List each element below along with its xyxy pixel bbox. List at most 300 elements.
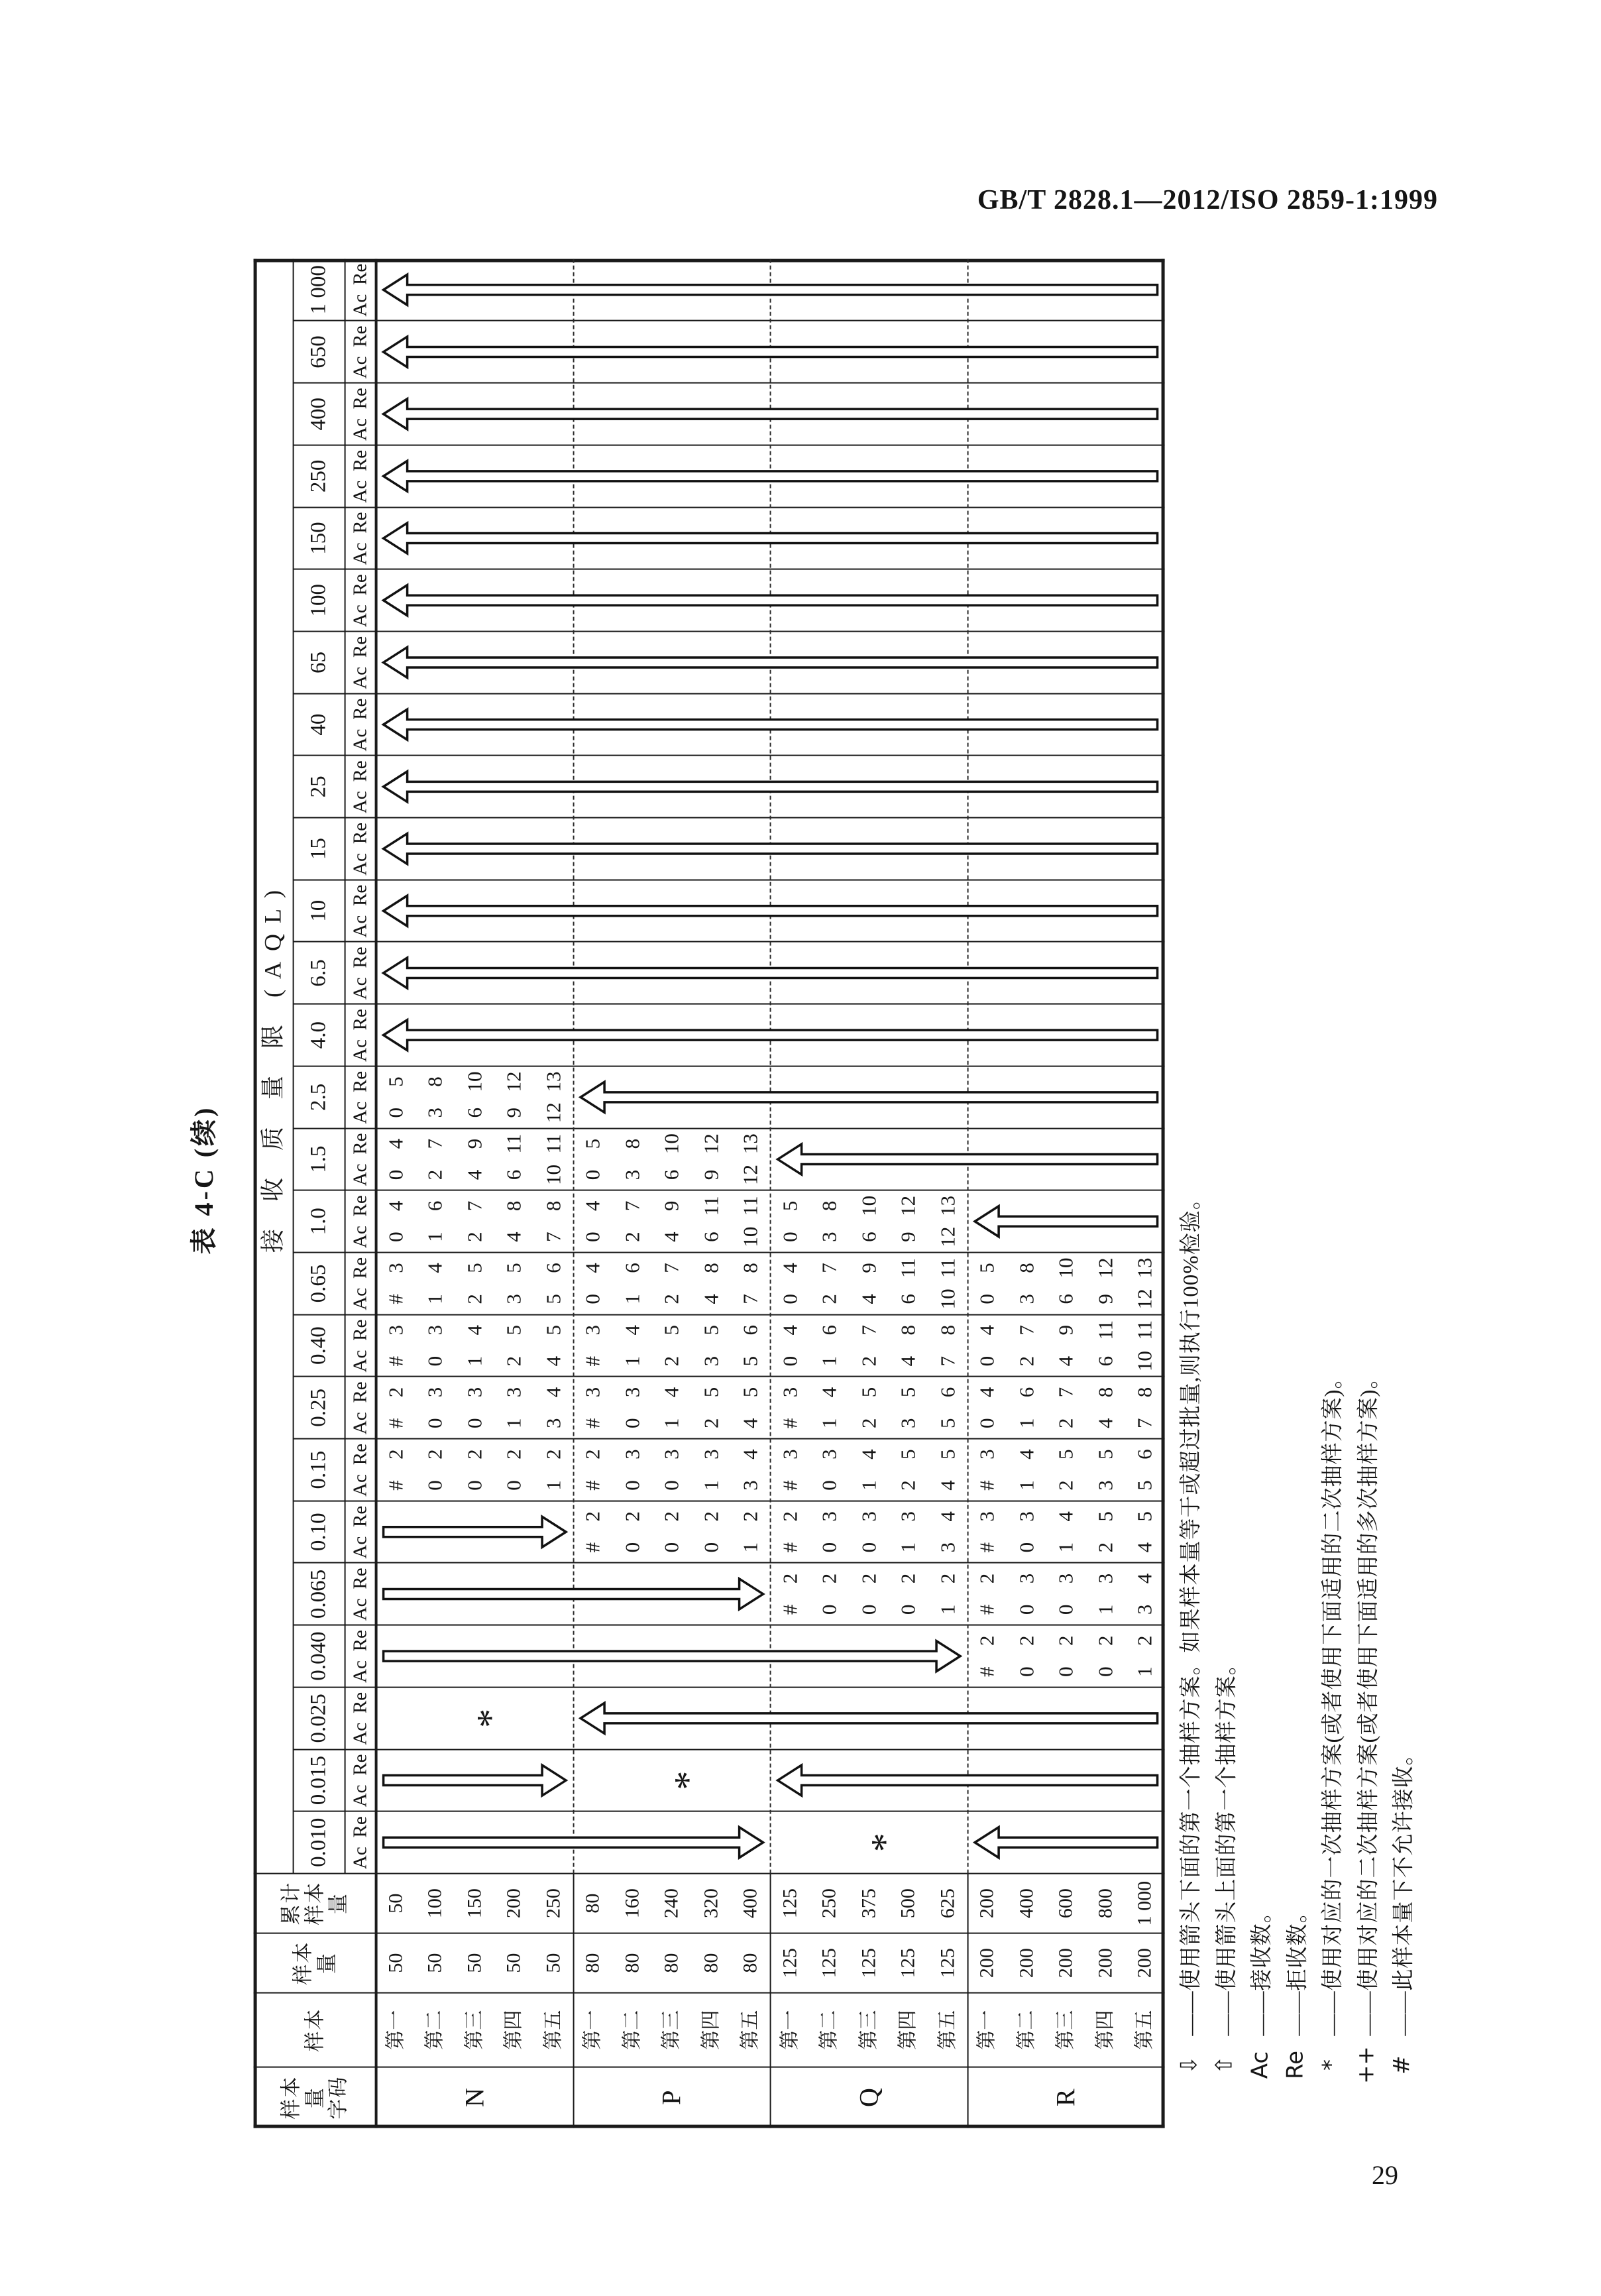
re-value: 11 <box>699 1196 723 1216</box>
use-plan-above-arrow <box>384 958 1158 988</box>
re-value: 3 <box>384 1263 408 1273</box>
re-value: 7 <box>1054 1387 1078 1398</box>
re-label: Re <box>349 698 371 720</box>
re-value: 3 <box>581 1387 605 1398</box>
page-number: 29 <box>1372 2160 1398 2190</box>
ac-value: 3 <box>620 1169 644 1180</box>
re-value: 4 <box>975 1324 999 1336</box>
use-plan-above-arrow <box>384 647 1158 677</box>
use-plan-below-arrow <box>384 1579 763 1609</box>
ac-value: 0 <box>384 1232 408 1242</box>
ac-value: 5 <box>1133 1480 1157 1491</box>
ac-label: Ac <box>349 418 371 441</box>
re-value: 5 <box>1093 1511 1117 1522</box>
re-label: Re <box>349 388 371 410</box>
ac-value: 7 <box>739 1294 763 1304</box>
re-value: 13 <box>739 1133 763 1155</box>
re-label: Re <box>349 884 371 906</box>
re-value: 8 <box>620 1138 644 1149</box>
ac-value: 6 <box>463 1108 486 1118</box>
re-value: 2 <box>384 1387 408 1398</box>
re-value: 2 <box>936 1573 960 1584</box>
re-value: 3 <box>1015 1511 1038 1522</box>
ac-value: # <box>778 1418 802 1429</box>
re-value: 3 <box>897 1511 920 1522</box>
ac-value: 1 <box>1015 1418 1038 1429</box>
ac-value: 0 <box>818 1542 842 1553</box>
re-value: 9 <box>463 1138 486 1149</box>
re-value: 8 <box>423 1076 447 1087</box>
header-line: 样本 <box>279 2075 303 2120</box>
ac-value: 0 <box>975 1418 999 1429</box>
ac-label: Ac <box>349 1349 371 1373</box>
re-value: 3 <box>975 1511 999 1522</box>
aql-value: 2.5 <box>306 1083 331 1111</box>
ac-label: Ac <box>349 480 371 503</box>
sample-label: 第一 <box>975 2010 998 2050</box>
ac-value: 1 <box>541 1480 565 1491</box>
re-label: Re <box>349 1754 371 1776</box>
re-value: 3 <box>975 1449 999 1460</box>
ac-value: 1 <box>423 1294 447 1304</box>
ac-value: 1 <box>1133 1666 1157 1677</box>
use-plan-below-arrow <box>384 1517 567 1547</box>
ac-value: 4 <box>739 1418 763 1429</box>
ac-label: Ac <box>349 1722 371 1745</box>
ac-value: # <box>778 1604 802 1615</box>
re-value: 11 <box>936 1258 960 1278</box>
ac-value: # <box>778 1542 802 1553</box>
ac-value: 1 <box>463 1355 486 1367</box>
use-plan-above-arrow <box>580 1082 1158 1112</box>
ac-value: 0 <box>1015 1542 1038 1553</box>
ac-value: 9 <box>502 1108 526 1118</box>
ac-value: 3 <box>541 1418 565 1429</box>
sample-label: 第三 <box>1054 2010 1077 2050</box>
sample-size: 80 <box>700 1953 722 1973</box>
sample-size: 200 <box>1133 1948 1156 1979</box>
ac-value: 2 <box>1054 1418 1078 1429</box>
re-value: 6 <box>818 1324 842 1336</box>
re-value: 5 <box>502 1263 526 1273</box>
aql-value: 6.5 <box>306 959 331 987</box>
aql-value: 25 <box>306 775 331 798</box>
header-line: 字码 <box>326 2075 350 2120</box>
ac-value: # <box>975 1604 999 1615</box>
header-line: 样本 <box>303 1881 327 1925</box>
ac-value: 0 <box>1015 1604 1038 1615</box>
sample-size: 80 <box>621 1953 643 1973</box>
ac-value: 0 <box>620 1480 644 1491</box>
ac-value: 7 <box>541 1232 565 1242</box>
cumulative-size: 800 <box>1094 1888 1117 1919</box>
asterisk-mark: * <box>469 1708 512 1728</box>
sample-size: 125 <box>857 1948 880 1979</box>
re-value: 4 <box>581 1263 605 1273</box>
sample-label: 第四 <box>700 2010 722 2050</box>
sample-size: 200 <box>1054 1948 1077 1979</box>
ac-value: 0 <box>463 1480 486 1491</box>
ac-value: # <box>384 1480 408 1491</box>
ac-value: # <box>384 1355 408 1367</box>
use-plan-below-arrow <box>384 1641 961 1672</box>
ac-label: Ac <box>349 915 371 938</box>
sample-size: 125 <box>897 1948 919 1979</box>
re-value: 7 <box>660 1263 684 1273</box>
ac-value: 1 <box>1093 1604 1117 1615</box>
re-value: 9 <box>1054 1324 1078 1336</box>
legend-line <box>1207 424 1242 2095</box>
re-value: 7 <box>1015 1324 1038 1336</box>
re-value: 4 <box>975 1387 999 1398</box>
ac-label: Ac <box>349 1474 371 1497</box>
re-label: Re <box>349 1133 371 1155</box>
ac-value: 10 <box>1133 1351 1157 1372</box>
ac-value: 0 <box>581 1232 605 1242</box>
re-value: 10 <box>463 1071 486 1092</box>
ac-value: 2 <box>660 1294 684 1304</box>
aql-value: 0.025 <box>306 1693 331 1743</box>
legend-text: ——此样本量下不允许接收。 <box>1392 1743 1416 2036</box>
re-value: 2 <box>1054 1635 1078 1646</box>
re-label: Re <box>349 636 371 658</box>
re-label: Re <box>349 760 371 782</box>
use-plan-above-arrow <box>975 1827 1158 1858</box>
sample-label: 第一 <box>581 2010 604 2050</box>
ac-value: # <box>581 1418 605 1429</box>
re-value: 4 <box>778 1263 802 1273</box>
ac-value: # <box>581 1480 605 1491</box>
ac-value: 3 <box>1133 1604 1157 1615</box>
ac-value: 4 <box>1093 1418 1117 1429</box>
ac-value: 12 <box>541 1102 565 1123</box>
ac-value: 0 <box>778 1294 802 1304</box>
re-value: 11 <box>541 1133 565 1154</box>
legend-symbol: # <box>1388 2055 1415 2075</box>
re-value: 13 <box>1133 1257 1157 1279</box>
use-plan-above-arrow <box>384 772 1158 802</box>
re-value: 11 <box>1093 1320 1117 1340</box>
use-plan-above-arrow <box>384 399 1158 430</box>
ac-label: Ac <box>349 1163 371 1186</box>
re-value: 11 <box>502 1133 526 1154</box>
cumulative-size: 200 <box>502 1888 525 1919</box>
ac-value: 1 <box>818 1355 842 1367</box>
ac-value: 6 <box>502 1169 526 1180</box>
ac-value: 5 <box>936 1418 960 1429</box>
re-value: 2 <box>463 1449 486 1460</box>
re-value: 9 <box>857 1263 881 1273</box>
sample-size: 80 <box>660 1953 683 1973</box>
re-value: 2 <box>699 1511 723 1522</box>
ac-value: 0 <box>857 1542 881 1553</box>
re-value: 2 <box>1093 1635 1117 1646</box>
re-value: 6 <box>423 1200 447 1212</box>
ac-value: 0 <box>581 1169 605 1180</box>
re-value: 5 <box>897 1449 920 1460</box>
use-plan-below-arrow <box>384 1827 763 1858</box>
ac-value: 4 <box>463 1169 486 1180</box>
code-letter: P <box>656 2090 687 2105</box>
ac-value: 1 <box>936 1604 960 1615</box>
ac-value: 6 <box>1093 1355 1117 1367</box>
use-plan-above-arrow <box>384 523 1158 553</box>
asterisk-mark: * <box>863 1833 907 1853</box>
cumulative-size: 150 <box>463 1888 486 1919</box>
re-label: Re <box>349 263 371 285</box>
ac-value: 0 <box>423 1480 447 1491</box>
aql-value: 0.65 <box>306 1264 331 1303</box>
ac-value: 2 <box>423 1169 447 1180</box>
cumulative-size: 160 <box>621 1888 643 1919</box>
legend-line <box>1278 424 1313 2095</box>
sample-label: 第五 <box>739 2010 761 2050</box>
ac-value: 2 <box>620 1232 644 1242</box>
legend-symbol: ⇧ <box>1211 2055 1238 2075</box>
cumulative-size: 125 <box>779 1888 801 1919</box>
re-value: 5 <box>1054 1449 1078 1460</box>
ac-value: 0 <box>778 1355 802 1367</box>
re-value: 8 <box>699 1263 723 1273</box>
ac-value: 1 <box>1015 1480 1038 1491</box>
ac-value: 1 <box>423 1232 447 1242</box>
ac-value: 0 <box>423 1355 447 1367</box>
cumulative-size: 240 <box>660 1888 683 1919</box>
ac-label: Ac <box>349 604 371 628</box>
re-value: 8 <box>1133 1387 1157 1398</box>
re-value: 3 <box>423 1324 447 1336</box>
cumulative-size: 375 <box>857 1888 880 1919</box>
ac-value: 3 <box>818 1232 842 1242</box>
header-line: 量 <box>315 1952 339 1975</box>
cumulative-size: 50 <box>384 1893 407 1914</box>
re-label: Re <box>349 449 371 472</box>
re-value: 2 <box>660 1511 684 1522</box>
re-value: 4 <box>778 1324 802 1336</box>
sample-size: 50 <box>502 1953 525 1973</box>
sample-label: 第五 <box>936 2010 959 2050</box>
re-value: 3 <box>857 1511 881 1522</box>
legend-symbol: Ac <box>1246 2051 1274 2079</box>
ac-value: # <box>975 1542 999 1553</box>
aql-value: 0.15 <box>306 1450 331 1489</box>
table-legend <box>1172 424 1420 2095</box>
aql-value: 0.065 <box>306 1569 331 1619</box>
ac-label: Ac <box>349 1536 371 1559</box>
re-label: Re <box>349 1070 371 1093</box>
re-value: 5 <box>463 1263 486 1273</box>
re-value: 5 <box>1133 1511 1157 1522</box>
re-value: 4 <box>1054 1511 1078 1522</box>
use-plan-above-arrow <box>384 895 1158 926</box>
aql-value: 15 <box>306 838 331 860</box>
aql-value: 0.040 <box>306 1631 331 1681</box>
re-value: 5 <box>857 1387 881 1398</box>
ac-value: 0 <box>975 1294 999 1304</box>
ac-value: 0 <box>463 1418 486 1429</box>
aql-value: 65 <box>306 651 331 673</box>
ac-value: 6 <box>699 1232 723 1242</box>
ac-value: 3 <box>423 1108 447 1118</box>
sample-label: 第二 <box>818 2010 840 2050</box>
re-value: 7 <box>463 1200 486 1212</box>
ac-label: Ac <box>349 728 371 752</box>
header-line: 累计 <box>279 1881 303 1925</box>
re-value: 4 <box>1015 1449 1038 1460</box>
re-value: 3 <box>423 1387 447 1398</box>
ac-value: # <box>581 1355 605 1367</box>
table-title: 表 4-C (续) <box>188 1105 219 1255</box>
cumulative-size: 1 000 <box>1133 1880 1156 1926</box>
re-value: 8 <box>936 1324 960 1336</box>
re-value: 3 <box>660 1449 684 1460</box>
header-line: 样本 <box>303 2008 327 2052</box>
standard-code-header: GB/T 2828.1—2012/ISO 2859-1:1999 <box>977 185 1438 215</box>
re-value: 2 <box>541 1449 565 1460</box>
re-label: Re <box>349 1195 371 1217</box>
ac-value: 4 <box>1133 1542 1157 1553</box>
ac-value: 1 <box>857 1480 881 1491</box>
aql-value: 4.0 <box>306 1021 331 1049</box>
re-value: 8 <box>818 1200 842 1212</box>
cumulative-size: 600 <box>1054 1888 1077 1919</box>
re-value: 2 <box>423 1449 447 1460</box>
sample-size: 80 <box>739 1953 761 1973</box>
re-value: 2 <box>818 1573 842 1584</box>
ac-label: Ac <box>349 1847 371 1870</box>
re-value: 8 <box>739 1263 763 1273</box>
re-value: 3 <box>778 1387 802 1398</box>
re-value: 2 <box>1133 1635 1157 1646</box>
re-value: 7 <box>857 1324 881 1336</box>
re-value: 2 <box>897 1573 920 1584</box>
ac-value: 7 <box>936 1355 960 1367</box>
ac-value: 1 <box>620 1355 644 1367</box>
ac-value: # <box>384 1294 408 1304</box>
header-line: 样本 <box>291 1941 315 1985</box>
re-value: 3 <box>1015 1573 1038 1584</box>
cumulative-size: 625 <box>936 1888 959 1919</box>
ac-label: Ac <box>349 1039 371 1062</box>
ac-value: 1 <box>620 1294 644 1304</box>
re-value: 2 <box>975 1573 999 1584</box>
legend-line <box>1242 424 1278 2095</box>
sample-size: 200 <box>1015 1948 1038 1979</box>
sample-label: 第三 <box>857 2010 880 2050</box>
ac-value: 6 <box>660 1169 684 1180</box>
cumulative-size: 250 <box>542 1888 565 1919</box>
ac-value: 1 <box>699 1480 723 1491</box>
re-value: 5 <box>1093 1449 1117 1460</box>
ac-value: 0 <box>1015 1666 1038 1677</box>
re-value: 4 <box>739 1449 763 1460</box>
re-value: 4 <box>423 1263 447 1273</box>
ac-value: 6 <box>1054 1294 1078 1304</box>
re-value: 4 <box>581 1200 605 1212</box>
ac-label: Ac <box>349 1598 371 1621</box>
ac-value: 2 <box>897 1480 920 1491</box>
ac-value: 0 <box>620 1418 644 1429</box>
aql-value: 1.5 <box>306 1145 331 1173</box>
re-label: Re <box>349 823 371 844</box>
re-label: Re <box>349 1319 371 1341</box>
re-value: 2 <box>581 1511 605 1522</box>
sample-size: 80 <box>581 1953 604 1973</box>
re-value: 11 <box>1133 1320 1157 1340</box>
ac-value: 7 <box>1133 1418 1157 1429</box>
re-value: 5 <box>975 1263 999 1273</box>
re-value: 3 <box>1093 1573 1117 1584</box>
re-value: 3 <box>818 1511 842 1522</box>
aql-value: 1.0 <box>306 1208 331 1235</box>
sample-size: 200 <box>975 1948 998 1979</box>
re-label: Re <box>349 1816 371 1838</box>
ac-value: # <box>581 1542 605 1553</box>
sample-label: 第五 <box>542 2010 565 2050</box>
use-plan-above-arrow <box>975 1206 1158 1237</box>
ac-value: 3 <box>1093 1480 1117 1491</box>
ac-label: Ac <box>349 1784 371 1808</box>
ac-label: Ac <box>349 666 371 689</box>
re-value: 8 <box>1093 1387 1117 1398</box>
ac-value: 4 <box>660 1232 684 1242</box>
ac-value: 2 <box>1093 1542 1117 1553</box>
ac-label: Ac <box>349 977 371 1000</box>
re-value: 5 <box>699 1387 723 1398</box>
re-value: 3 <box>463 1387 486 1398</box>
use-plan-above-arrow <box>384 461 1158 491</box>
re-value: 12 <box>502 1071 526 1092</box>
cumulative-size: 500 <box>897 1888 919 1919</box>
asterisk-mark: * <box>666 1770 710 1790</box>
legend-text: ——接收数。 <box>1250 1900 1274 2036</box>
aql-value: 400 <box>306 397 331 431</box>
re-value: 3 <box>384 1324 408 1336</box>
re-value: 8 <box>541 1200 565 1212</box>
re-value: 5 <box>699 1324 723 1336</box>
aql-band-header: 接 收 质 量 限 (AQL) <box>259 880 286 1253</box>
re-label: Re <box>349 512 371 534</box>
re-value: 10 <box>660 1133 684 1155</box>
re-value: 2 <box>857 1573 881 1584</box>
re-value: 2 <box>384 1449 408 1460</box>
re-value: 11 <box>897 1258 920 1278</box>
ac-value: 2 <box>660 1355 684 1367</box>
re-label: Re <box>349 1381 371 1403</box>
re-value: 10 <box>1054 1257 1078 1279</box>
re-value: 4 <box>857 1449 881 1460</box>
cumulative-size: 250 <box>818 1888 840 1919</box>
ac-value: 4 <box>857 1294 881 1304</box>
re-value: 7 <box>423 1138 447 1149</box>
header-line: 量 <box>303 2087 327 2109</box>
re-value: 3 <box>699 1449 723 1460</box>
legend-symbol: * <box>1317 2059 1345 2071</box>
cumulative-size: 200 <box>975 1888 998 1919</box>
ac-value: 6 <box>897 1294 920 1304</box>
header-line: 量 <box>326 1892 350 1915</box>
ac-value: 0 <box>1054 1666 1078 1677</box>
re-value: 8 <box>897 1324 920 1336</box>
sample-label: 第五 <box>1133 2010 1156 2050</box>
re-value: 12 <box>1093 1257 1117 1279</box>
re-value: 4 <box>818 1387 842 1398</box>
ac-value: 3 <box>936 1542 960 1553</box>
sample-label: 第四 <box>897 2010 919 2050</box>
re-value: 13 <box>936 1195 960 1216</box>
ac-value: 0 <box>384 1108 408 1118</box>
ac-value: 5 <box>739 1355 763 1367</box>
